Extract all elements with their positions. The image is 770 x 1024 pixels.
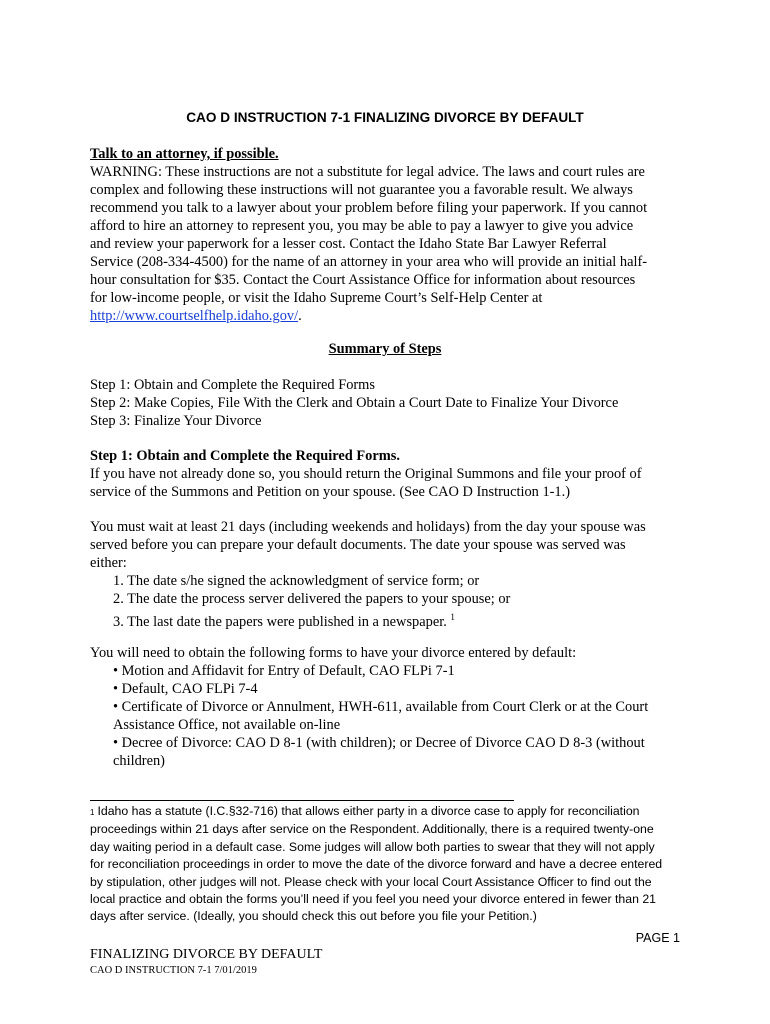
form-item: • Motion and Affidavit for Entry of Default, CAO FLPi 7-1 [113,663,455,679]
footer-title: FINALIZING DIVORCE BY DEFAULT [90,947,323,962]
warning-heading: Talk to an attorney, if possible. [90,146,279,162]
step1-heading: Step 1: Obtain and Complete the Required Forms. [90,448,400,464]
footnote-mark: 1 [90,808,95,817]
form-item: • Certificate of Divorce or Annulment, HWH-611, available from Court Clerk or at the Court [113,699,649,715]
step1-intro-line: If you have not already done so, you should return the Original Summons and file your proof of [90,466,642,482]
self-help-link[interactable]: http://www.courtselfhelp.idaho.gov/ [90,308,299,324]
summary-heading: Summary of Steps [328,341,442,357]
warning-line: for low-income people, or visit the Idaho Supreme Court’s Self-Help Center at [90,290,543,306]
footnote-line: proceedings within 21 days after service on the Respondent. Additionally, there is a required twenty-one [90,822,654,837]
self-help-link-line [90,307,680,325]
footnote-line: local practice and obtain the forms you’ll need if you feel you need your divorce entered in fewer than 21 [90,892,656,907]
warning-section [90,145,680,325]
link-suffix: . [298,308,302,324]
footnote-line: for reconciliation proceedings in order to move the date of the divorce forward and have a decree entered [90,857,663,872]
wait-line: You must wait at least 21 days (including weekends and holidays) from the day your spouse was [90,519,646,535]
footnote-line: 1 Idaho has a statute (I.C.§32-716) that allows either party in a divorce case to apply for reconciliation [90,804,640,818]
warning-line: Service (208-334-4500) for the name of an attorney in your area who will provide an initial half- [90,254,648,270]
service-option: 3. The last date the papers were published in a newspaper. [113,614,447,630]
step1-section [90,447,680,501]
warning-line: hour consultation for $35. Contact the Court Assistance Office for information about resources [90,272,636,288]
wait-section [90,518,680,631]
service-option: 2. The date the process server delivered the papers to your spouse; or [113,591,511,607]
footer-code: CAO D INSTRUCTION 7-1 7/01/2019 [90,965,257,976]
summary-steps [90,376,680,430]
service-option: 1. The date s/he signed the acknowledgment of service form; or [113,573,480,589]
warning-line: and review your paperwork for a lesser cost. Contact the Idaho State Bar Lawyer Referral [90,236,607,252]
footnote-line: days after service. (Ideally, you should check this out before you file your Petition.) [90,909,537,924]
summary-step: Step 1: Obtain and Complete the Required Forms [90,377,375,393]
footnote [90,803,690,926]
form-item: • Decree of Divorce: CAO D 8-1 (with children); or Decree of Divorce CAO D 8-3 (without [113,735,645,751]
summary-step: Step 3: Finalize Your Divorce [90,413,262,429]
summary-step: Step 2: Make Copies, File With the Clerk and Obtain a Court Date to Finalize Your Divorce [90,395,619,411]
form-item-continued: Assistance Office, not available on-line [113,717,341,733]
form-item: • Default, CAO FLPi 7-4 [113,681,258,697]
forms-section [90,644,680,770]
forms-intro: You will need to obtain the following forms to have your divorce entered by default: [90,645,577,661]
footnote-line: by stipulation, other judges will not. Please check with your local Court Assistance Officer to find out the [90,874,652,889]
service-option-with-note [90,608,680,631]
warning-line: recommend you talk to a lawyer about your problem before filing your paperwork. If you cannot [90,200,648,216]
warning-line: complex and following these instructions will not guarantee you a favorable result. We always [90,182,633,198]
footnote-divider [90,800,514,801]
page-number: PAGE 1 [635,931,680,945]
wait-line: served before you can prepare your default documents. The date your spouse was served was [90,537,626,553]
warning-line: afford to hire an attorney to represent you, you may be able to pay a lawyer to give you advice [90,218,634,234]
step1-intro-line: service of the Summons and Petition on your spouse. (See CAO D Instruction 1-1.) [90,484,571,500]
wait-line: either: [90,555,127,571]
page-title: CAO D INSTRUCTION 7-1 FINALIZING DIVORCE BY DEFAULT [186,110,584,125]
warning-line: WARNING: These instructions are not a substitute for legal advice. The laws and court rules are [90,164,645,180]
footnote-line: day waiting period in a default case. Some judges will allow both parties to swear that they will not apply [90,839,655,854]
form-item-continued: children) [113,753,165,769]
footnote-reference: 1 [450,612,455,622]
